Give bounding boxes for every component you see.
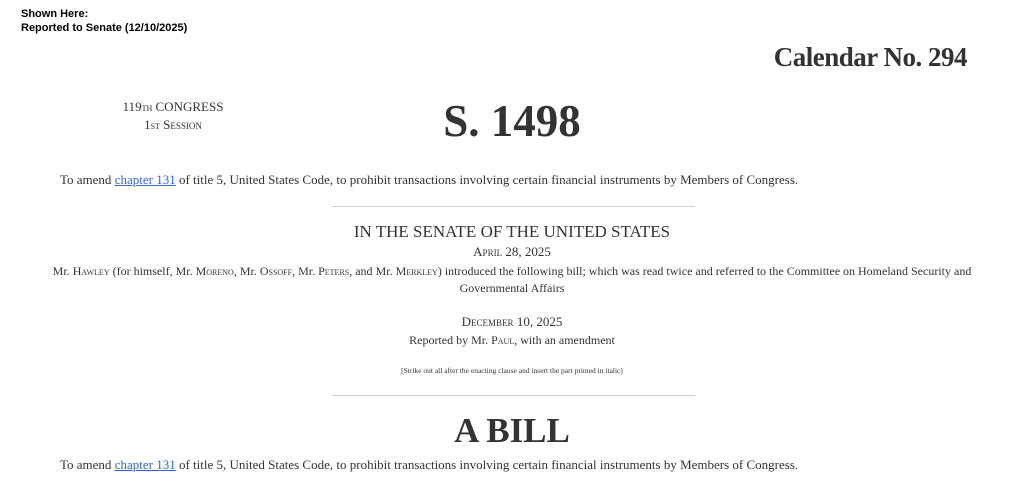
bill-purpose — [60, 172, 798, 188]
session-suffix: st — [150, 118, 160, 132]
cosponsors-intro: (for himself, — [109, 264, 176, 278]
sponsor-title: Mr. — [52, 264, 73, 278]
congress-number: 119 — [122, 99, 142, 114]
reporter-name: Paul — [491, 333, 515, 347]
purpose-prefix: To amend — [60, 172, 115, 187]
session-number: 1 — [144, 117, 151, 132]
purpose-prefix: To amend — [60, 457, 115, 472]
purpose-suffix: of title 5, United States Code, to prohibit transactions involving certain financial instruments by Members of Congress. — [175, 457, 799, 472]
version-label: Shown Here: — [21, 8, 89, 20]
cosponsor-separator: , — [292, 264, 299, 278]
bill-number: S. 1498 — [443, 96, 581, 146]
cosponsor-separator: , — [233, 264, 240, 278]
reported-prefix: Reported by Mr. — [409, 333, 492, 347]
version-info — [21, 7, 187, 35]
congress-number-suffix: th — [141, 100, 153, 114]
chapter-link[interactable]: chapter 131 — [114, 172, 176, 187]
session-label: Session — [163, 117, 202, 132]
report-date: December 10, 2025 — [461, 314, 563, 329]
cosponsor-title: Mr. — [239, 264, 260, 278]
strike-note: [Strike out all after the enacting clause and insert the part printed in italic] — [401, 366, 623, 375]
congress-line — [98, 98, 248, 116]
introduction-date: April 28, 2025 — [473, 244, 551, 259]
version-status: Reported to Senate (12/10/2025) — [21, 22, 188, 34]
cosponsor-separator: , and — [349, 264, 376, 278]
cosponsor-name: Moreno — [195, 264, 234, 278]
introduction-action — [30, 263, 994, 297]
cosponsor-name: Ossoff — [259, 264, 293, 278]
session-line — [98, 116, 248, 134]
action-text: ) introduced the following bill; which was read twice and referred to the Committee on Homeland Security and Governmental Affairs — [437, 264, 972, 295]
sponsor-name: Hawley — [72, 264, 110, 278]
divider — [332, 206, 695, 207]
divider — [332, 395, 695, 396]
cosponsor-title: Mr. — [175, 264, 196, 278]
cosponsor-title: Mr. — [298, 264, 319, 278]
chapter-link[interactable]: chapter 131 — [114, 457, 176, 472]
cosponsor-title: Mr. — [375, 264, 396, 278]
reported-suffix: , with an amendment — [514, 333, 615, 347]
chamber-heading: IN THE SENATE OF THE UNITED STATES — [353, 222, 671, 241]
a-bill-heading: A BILL — [454, 411, 570, 450]
cosponsor-name: Peters — [318, 264, 350, 278]
congress-label: CONGRESS — [155, 99, 224, 114]
congress-session-block — [98, 98, 248, 134]
cosponsor-name: Merkley — [395, 264, 438, 278]
calendar-number: Calendar No. 294 — [773, 42, 967, 72]
bill-purpose-repeat — [60, 457, 798, 473]
reported-by — [0, 332, 1024, 348]
purpose-suffix: of title 5, United States Code, to prohibit transactions involving certain financial instruments by Members of Congress. — [175, 172, 799, 187]
